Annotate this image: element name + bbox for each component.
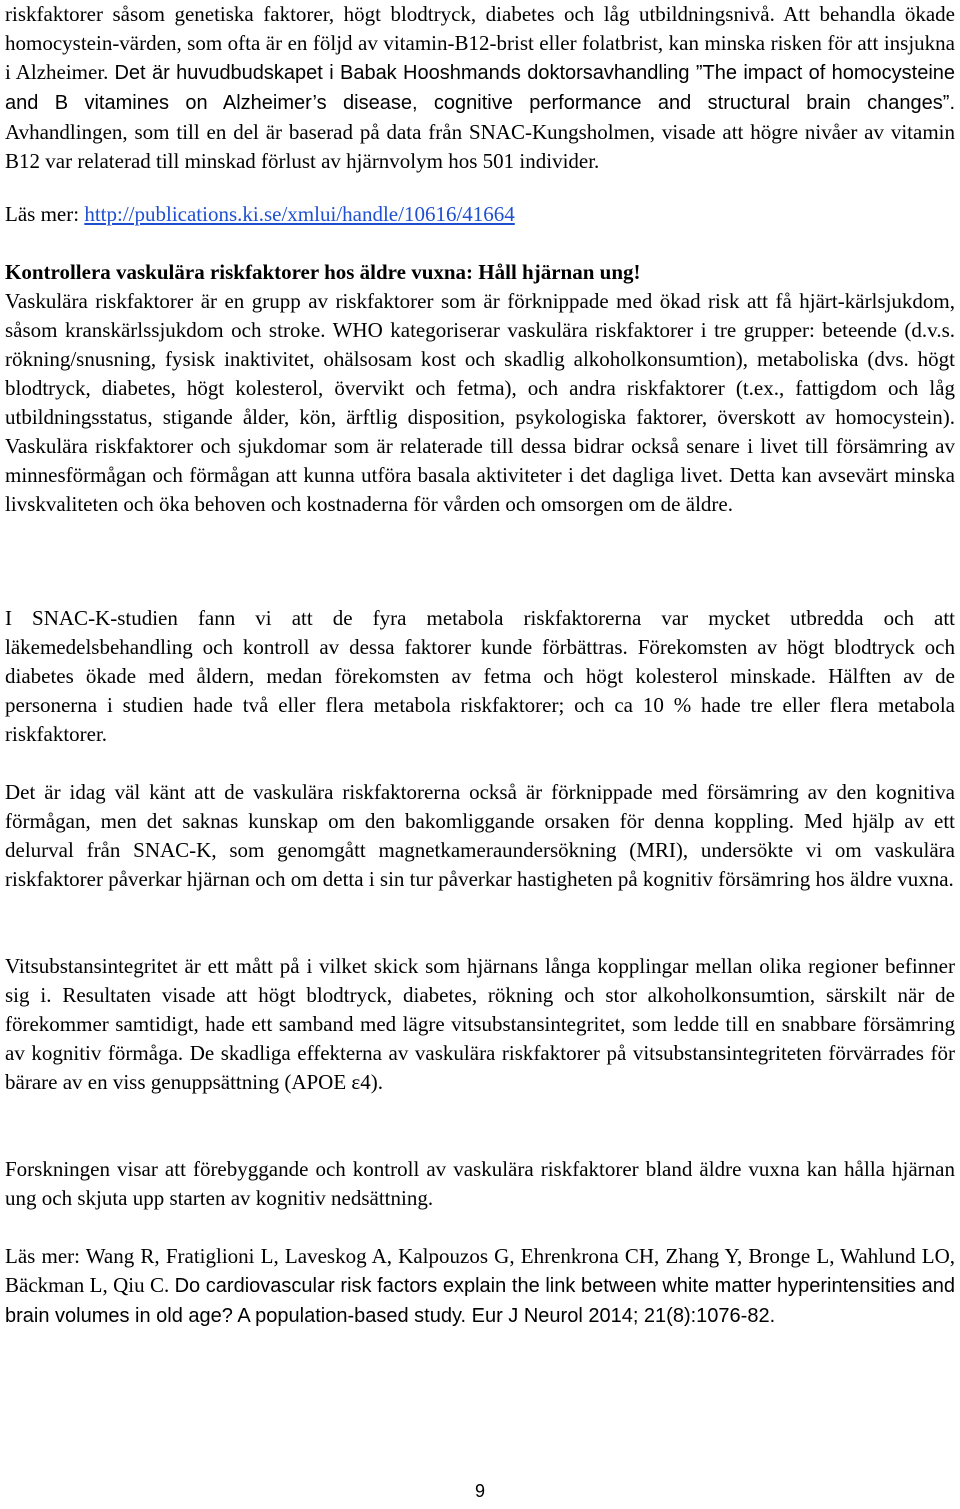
paragraph-cognitive-link: Det är idag väl känt att de vaskulära riskfaktorerna också är förknippade med försämring av den kognitiva förmågan, men det saknas kunskap om den bakomliggande orsaken för denna koppling. Med hjälp av ett delurval från SNAC-K, som genomgått magnetkameraundersökning (MRI), undersökte vi om vaskulära riskfaktorer påverkar hjärnan och om detta i sin tur påverkar hastigheten på kognitiv försämring hos äldre vuxna. — [5, 780, 955, 891]
read-more-label: Läs mer: — [5, 202, 80, 226]
section-heading: Kontrollera vaskulära riskfaktorer hos äldre vuxna: Håll hjärnan ung! — [5, 260, 641, 284]
paragraph-prevention: Forskningen visar att förebyggande och kontroll av vaskulära riskfaktorer bland äldre vuxna kan hålla hjärnan ung och skjuta upp starten av kognitiv nedsättning. — [5, 1157, 955, 1210]
page-number: 9 — [474, 1481, 485, 1501]
paragraph-vascular-risk: Vaskulära riskfaktorer är en grupp av riskfaktorer som är förknippade med ökad risk att få hjärt-kärlsjukdom, såsom kranskärlssjukdom och stroke. WHO kategoriserar vaskulära riskfaktorer i tre grupper: beteende (d.v.s. rökning/snusning, fysisk inaktivitet, ohälsosam kost och skadlig alkoholkonsumtion), metaboliska (dvs. högt blodtryck, diabetes, högt kolesterol, övervikt och fetma), och andra riskfaktorer (t.ex., fattigdom och låg utbildningsstatus, stigande ålder, kön, ärftlig disposition, psykologiska faktorer, överskott av homocystein). Vaskulära riskfaktorer och sjukdomar som är relaterade till dessa bidrar också senare i livet till försämring av minnesförmågan och förmågan att kunna utföra basala aktiviteter i det dagliga livet. Detta kan avsevärt minska livskvaliteten och öka behoven och kostnaderna för vården och omsorgen om de äldre. — [5, 289, 955, 516]
intro-serif-text: riskfaktorer såsom genetiska faktorer, högt blodtryck, diabetes och låg utbildningsnivå. Att behandla ökade homocystein-värden, som ofta är en följd av vitamin-B12-brist eller folatbrist, kan minska risken för att insjukna i Alzheimer. — [5, 2, 955, 84]
paragraph-white-matter: Vitsubstansintegritet är ett mått på i vilket skick som hjärnans långa kopplingar mellan olika regioner befinner sig i. Resultaten visade att högt blodtryck, diabetes, rökning och stor alkoholkonsumtion, särskilt när de förekommer samtidigt, hade ett samband med lägre vitsubstansintegritet, som ledde till en snabbare försämring av kognitiv förmåga. De skadliga effekterna av vaskulära riskfaktorer på vitsubstansintegriteten förvärrades för bärare av en viss genuppsättning (APOE ε4). — [5, 954, 955, 1094]
read-more-line — [5, 200, 955, 229]
publication-link[interactable]: http://publications.ki.se/xmlui/handle/10616/41664 — [84, 202, 515, 226]
intro-paragraph — [5, 0, 955, 176]
reference-title: Do cardiovascular risk factors explain the link between white matter hyperintensities and brain volumes in old age? A population-based study. Eur J Neurol 2014; 21(8):1076-82. — [5, 1275, 956, 1327]
paragraph-snac-k-findings: I SNAC-K-studien fann vi att de fyra metabola riskfaktorerna var mycket utbredda och att läkemedelsbehandling och kontroll av dessa faktorer kunde förbättras. Förekomsten av högt blodtryck och diabetes ökade med åldern, medan förekomsten av fetma och högt kolesterol minskade. Hälften av de personerna i studien hade två eller flera metabola riskfaktorer; och ca 10 % hade tre eller flera metabola riskfaktorer. — [5, 606, 955, 746]
intro-sans-text: Det är huvudbudskapet i Babak Hooshmands doktorsavhandling ”The impact of homocysteine and B vitamines on Alzheimer’s disease, cognitive performance and structural brain changes”. — [5, 62, 956, 114]
reference-authors: Läs mer: Wang R, Fratiglioni L, Laveskog A, Kalpouzos G, Ehrenkrona CH, Zhang Y, Bronge L, Wahlund LO, Bäckman L, Qiu C. — [5, 1244, 955, 1297]
paragraph-reference — [5, 1242, 955, 1331]
intro-serif-text-end: Avhandlingen, som till en del är baserad på data från SNAC-Kungsholmen, visade att högre nivåer av vitamin B12 var relaterad till minskad förlust av hjärnvolym hos 501 individer. — [5, 120, 955, 173]
